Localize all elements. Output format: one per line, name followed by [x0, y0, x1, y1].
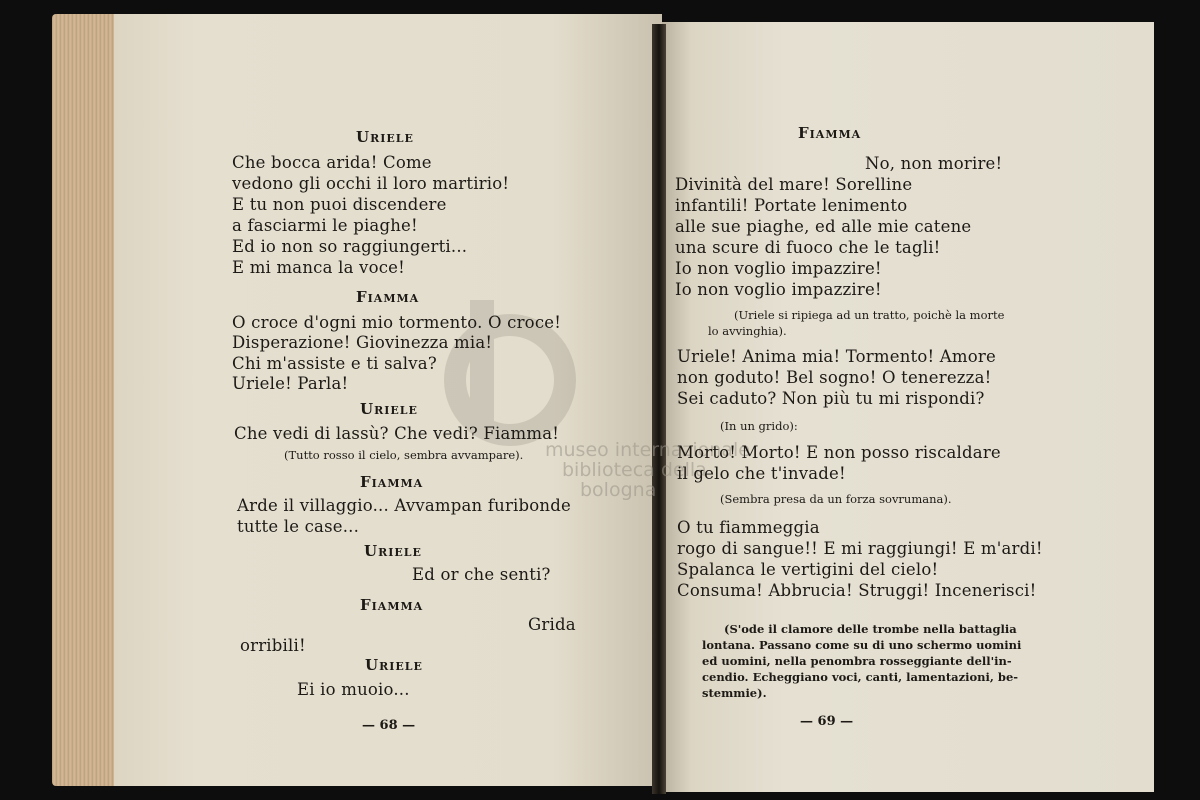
verse-line: O tu fiammeggia [677, 518, 820, 537]
verse-line: infantili! Portate lenimento [675, 196, 908, 215]
stage-direction: (Tutto rosso il cielo, sembra avvampare). [284, 448, 524, 462]
verse-line: E mi manca la voce! [232, 258, 405, 277]
watermark-text-2: biblioteca della [562, 459, 707, 481]
stage-direction: (S'ode il clamore delle trombe nella battaglia [724, 622, 1017, 636]
verse-line: Arde il villaggio... Avvampan furibonde [237, 496, 571, 515]
verse-line: Uriele! Anima mia! Tormento! Amore [677, 347, 996, 366]
verse-line: Ed or che senti? [412, 565, 551, 584]
speaker-name: Fiamma [356, 288, 420, 306]
verse-line: Ei io muoio... [297, 680, 410, 699]
watermark-text-3: bologna [580, 479, 657, 501]
verse-line: rogo di sangue!! E mi raggiungi! E m'ardi! [677, 539, 1043, 558]
verse-line: Divinità del mare! Sorelline [675, 175, 913, 194]
verse-line: O croce d'ogni mio tormento. O croce! [232, 313, 562, 332]
verse-line: vedono gli occhi il loro martirio! [232, 174, 510, 193]
verse-line: Io non voglio impazzire! [675, 280, 882, 299]
verse-line: Sei caduto? Non più tu mi rispondi? [677, 389, 985, 408]
verse-line: Spalanca le vertigini del cielo! [677, 560, 939, 579]
verse-line: No, non morire! [865, 154, 1003, 173]
verse-line: Consuma! Abbrucia! Struggi! Incenerisci! [677, 581, 1037, 600]
stage-direction: stemmie). [702, 686, 767, 700]
stage-direction: cendio. Echeggiano voci, canti, lamentazioni, be- [702, 670, 1019, 684]
stage-direction-block [702, 621, 1021, 701]
verse-line: a fasciarmi le piaghe! [232, 216, 418, 235]
verse-line: Grida [528, 615, 576, 634]
verse-line: non goduto! Bel sogno! O tenerezza! [677, 368, 992, 387]
speaker-name: Uriele [360, 400, 418, 418]
watermark-text-1: museo internazionale [545, 439, 750, 461]
stage-direction: (Uriele si ripiega ad un tratto, poichè la morte [734, 308, 1005, 322]
speaker-name: Fiamma [360, 473, 424, 491]
stage-direction: (In un grido): [720, 419, 798, 433]
verse-line: alle sue piaghe, ed alle mie catene [675, 217, 972, 236]
stage-direction: ed uomini, nella penombra rosseggiante dell'in- [702, 654, 1012, 668]
speaker-name: Fiamma [360, 596, 424, 614]
verse-line: una scure di fuoco che le tagli! [675, 238, 941, 257]
speaker-name: Uriele [356, 128, 414, 146]
verse-line: Morto! Morto! E non posso riscaldare [677, 443, 1001, 462]
verse-line: il gelo che t'invade! [677, 464, 846, 483]
verse-line: Io non voglio impazzire! [675, 259, 882, 278]
verse-line: tutte le case... [237, 517, 360, 536]
stage-direction: lo avvinghia). [708, 324, 787, 338]
speaker-name: Uriele [364, 542, 422, 560]
verse-line: Chi m'assiste e ti salva? [232, 354, 437, 373]
verse-line: Che vedi di lassù? Che vedi? Fiamma! [234, 424, 560, 443]
verse-line: E tu non puoi discendere [232, 195, 447, 214]
verse-line: Ed io non so raggiungerti... [232, 237, 468, 256]
page-number: — 68 — [362, 718, 416, 733]
stage-direction: (Sembra presa da un forza sovrumana). [720, 492, 952, 506]
speaker-name: Uriele [365, 656, 423, 674]
verse-line: Uriele! Parla! [232, 374, 349, 393]
book-gutter [652, 24, 666, 794]
speaker-name: Fiamma [798, 124, 862, 142]
stage-direction: lontana. Passano come su di uno schermo uomini [702, 638, 1022, 652]
verse-line: Disperazione! Giovinezza mia! [232, 333, 493, 352]
verse-line: orribili! [240, 636, 306, 655]
page-edges [52, 14, 122, 786]
page-number: — 69 — [800, 714, 854, 729]
verse-line: Che bocca arida! Come [232, 153, 432, 172]
